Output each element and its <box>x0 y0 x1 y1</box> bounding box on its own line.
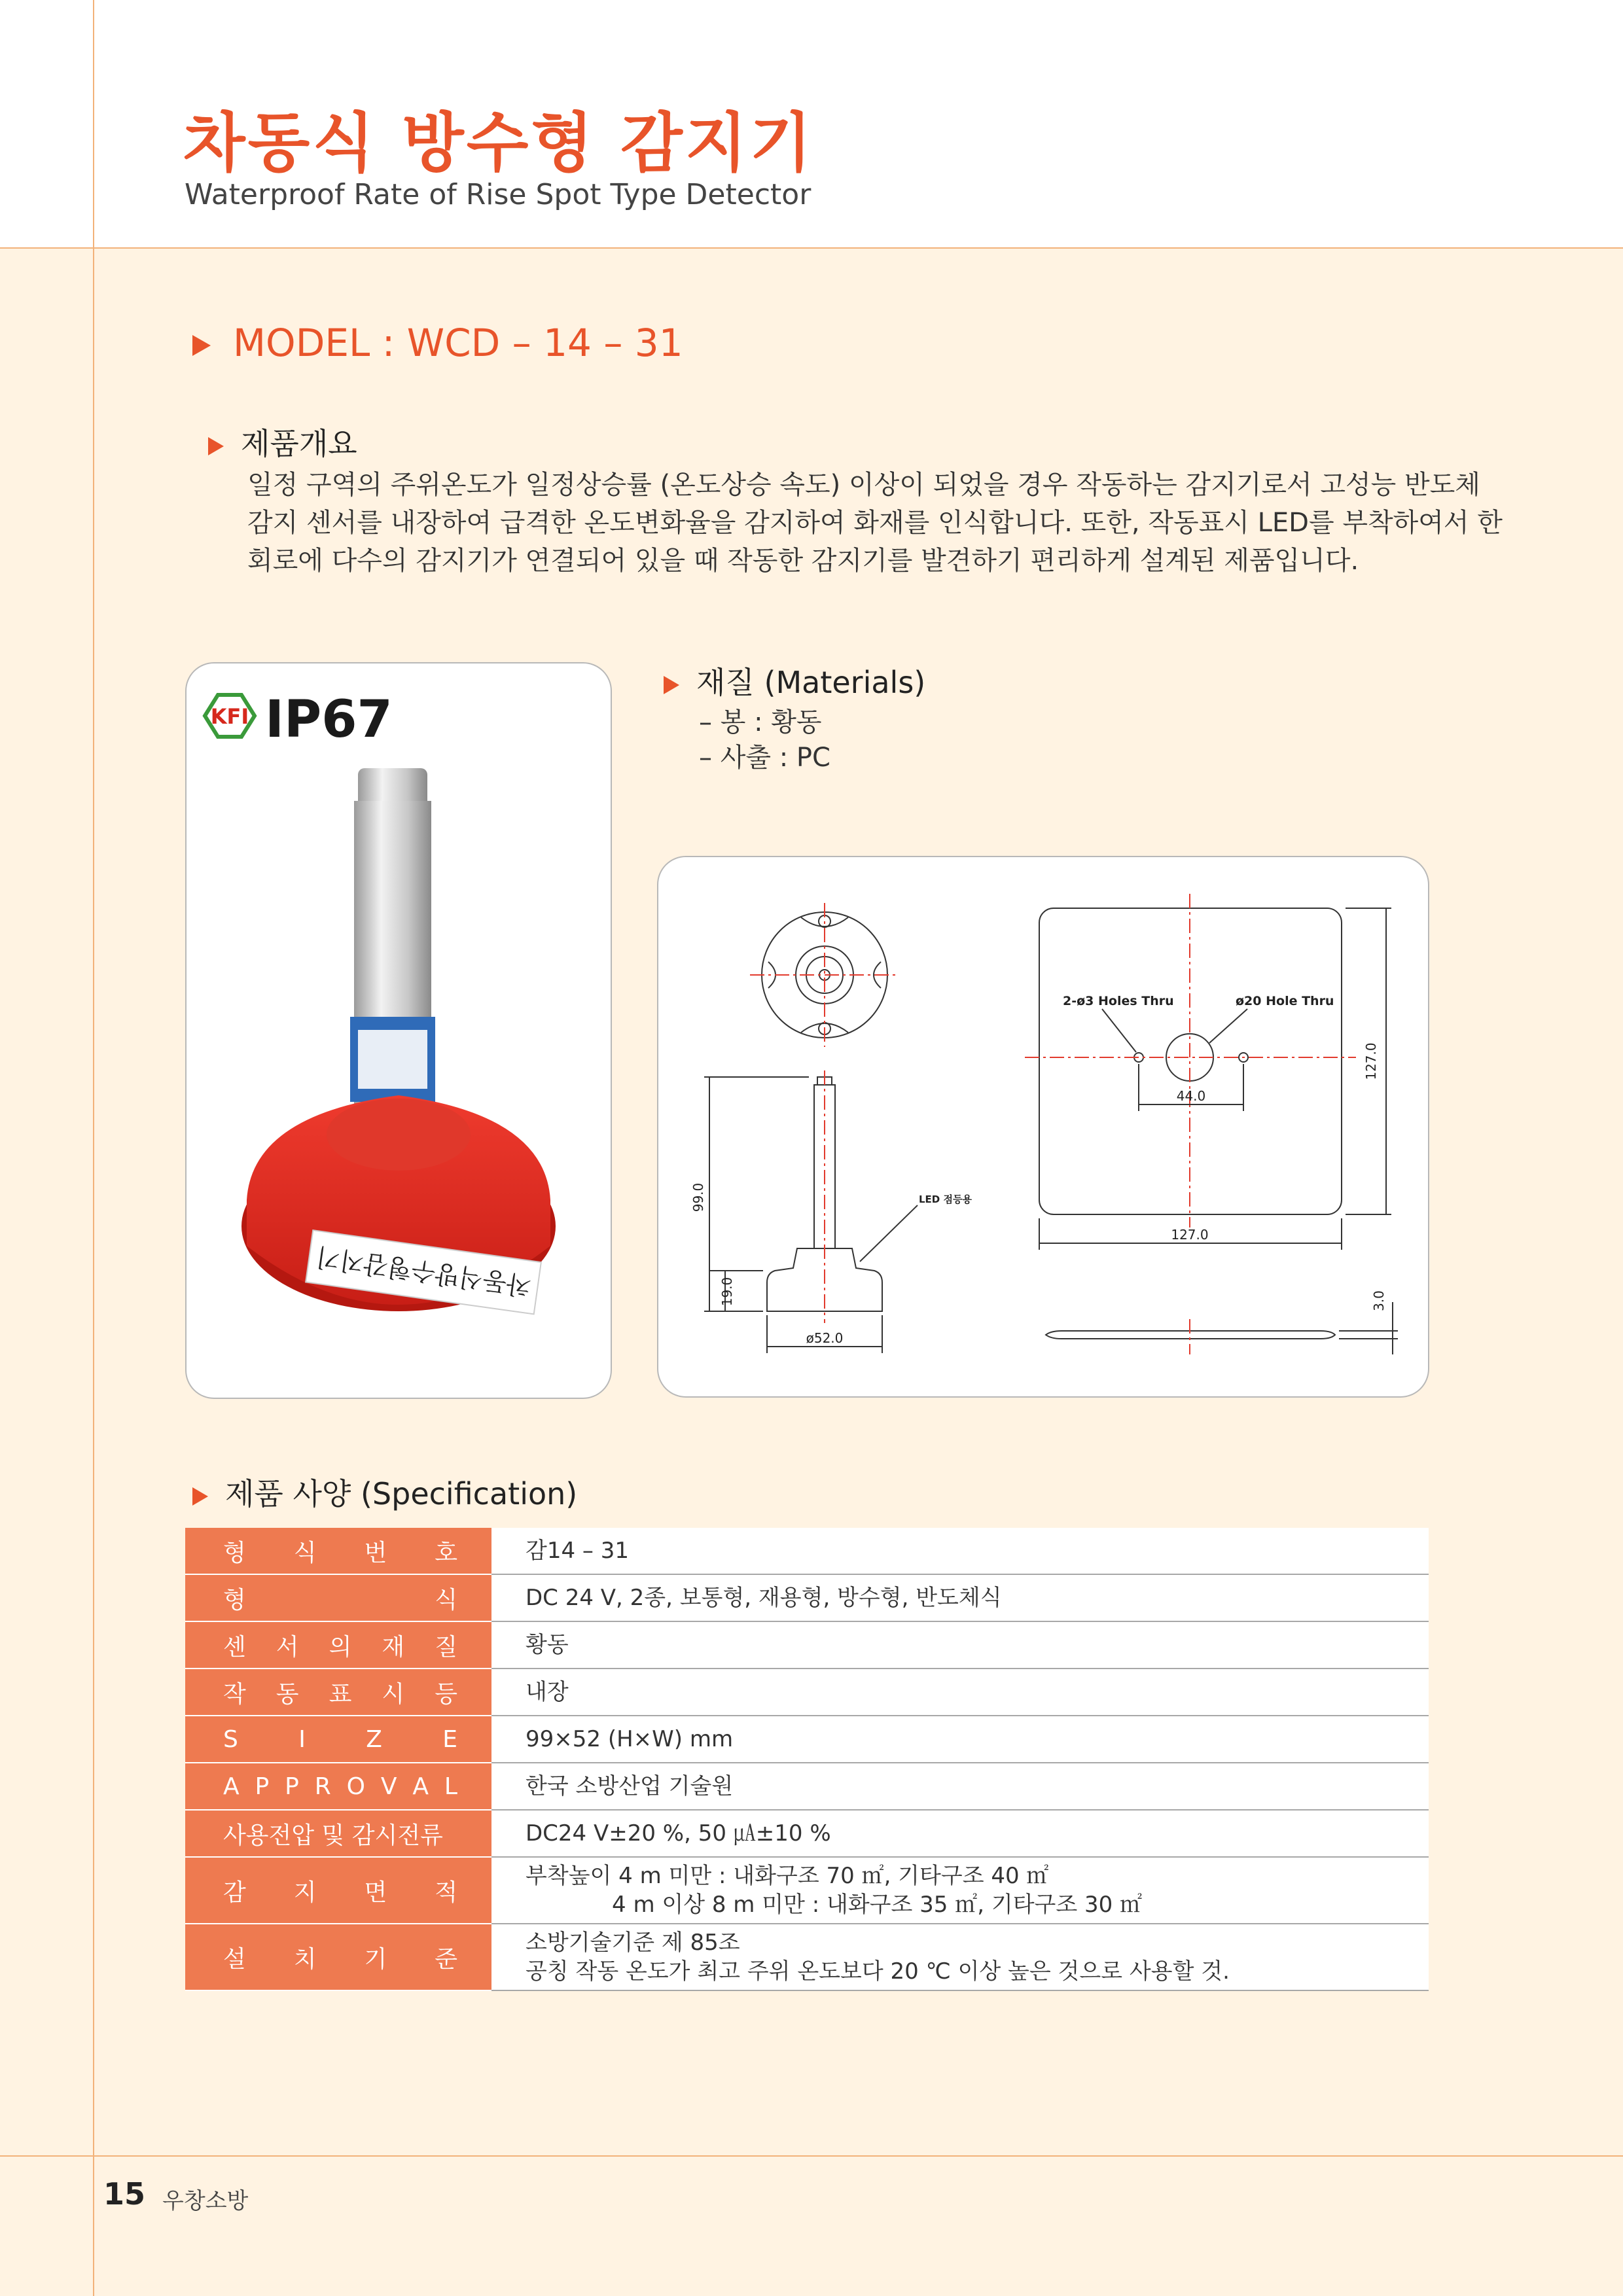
spec-label-char: O <box>346 1773 365 1800</box>
spec-label-char: 형 <box>223 1539 246 1566</box>
spec-label-char: 감 <box>223 1879 246 1906</box>
spec-row <box>185 1528 1429 1574</box>
spec-label-char: 동 <box>276 1680 299 1708</box>
spec-row <box>185 1763 1429 1810</box>
kfi-logo <box>205 695 255 737</box>
spec-label <box>185 1924 491 1990</box>
spec-value <box>491 1857 1429 1924</box>
spec-label-char: L <box>444 1773 457 1800</box>
product-photo <box>185 662 612 1399</box>
led-label: LED 점등용 <box>919 1193 972 1205</box>
spec-label-char: 사용전압 및 감시전류 <box>223 1822 443 1849</box>
rod-label-inner <box>358 1030 427 1089</box>
spec-table <box>185 1528 1429 1991</box>
materials-list <box>699 705 830 775</box>
spec-label-char: V <box>380 1773 397 1800</box>
footer-divider <box>0 2155 1623 2157</box>
spec-label-char: P <box>285 1773 299 1800</box>
spec-label-char: 재 <box>382 1633 405 1661</box>
spec-label-char: 번 <box>364 1539 387 1566</box>
spec-label-inner <box>185 1773 491 1800</box>
spec-table-body <box>185 1528 1429 1990</box>
spec-label <box>185 1528 491 1574</box>
spec-row <box>185 1810 1429 1857</box>
spec-label-char: A <box>223 1773 240 1800</box>
spec-label-char: A <box>412 1773 429 1800</box>
overview-line: 감지 센서를 내장하여 급격한 온도변화율을 감지하여 화재를 인식합니다. 또한, 작동표시 LED를 부착하여서 한 <box>247 508 1503 538</box>
dim-19: 19.0 <box>719 1277 735 1307</box>
spec-value <box>491 1621 1429 1669</box>
spec-label-inner <box>185 1874 491 1907</box>
spec-label-char: 질 <box>435 1633 457 1661</box>
holes-label: 2-ø3 Holes Thru <box>1063 994 1174 1008</box>
dim-3: 3.0 <box>1371 1290 1387 1311</box>
spec-label-char: 센 <box>223 1633 246 1661</box>
detector-base-top <box>327 1099 471 1171</box>
overview-title: 제품개요 <box>241 426 357 461</box>
spec-value <box>491 1716 1429 1763</box>
spec-label-char: 준 <box>435 1945 457 1973</box>
spec-value-line: 99×52 (H×W) mm <box>526 1726 734 1752</box>
spec-value-line: 부착높이 4 m 미만 : 내화구조 70 ㎡, 기타구조 40 ㎡ <box>526 1863 1049 1889</box>
ip-rating: IP67 <box>265 690 393 749</box>
spec-label-char: 의 <box>329 1633 352 1661</box>
technical-drawing <box>657 856 1429 1398</box>
spec-label-char: 식 <box>435 1586 457 1614</box>
dim-44: 44.0 <box>1176 1088 1206 1104</box>
overview-line: 일정 구역의 주위온도가 일정상승률 (온도상승 속도) 이상이 되었을 경우 작동하는 감지기로서 고성능 반도체 <box>247 470 1480 500</box>
spec-value-line: DC24 V±20 %, 50 ㎂±10 % <box>526 1820 831 1846</box>
spec-value-line: DC 24 V, 2종, 보통형, 재용형, 방수형, 반도체식 <box>526 1585 1002 1611</box>
spec-value <box>491 1528 1429 1574</box>
spec-label-char: 작 <box>223 1680 246 1708</box>
material-item: – 봉 : 황동 <box>699 707 822 737</box>
spec-label-char: 식 <box>293 1539 317 1566</box>
spec-label-char: E <box>442 1725 457 1753</box>
kfi-text: KFI <box>210 704 249 729</box>
bullet-arrow-icon <box>192 1487 208 1506</box>
spec-label-char: 면 <box>364 1879 387 1906</box>
spec-label-char: Z <box>366 1725 382 1753</box>
spec-label-char: 서 <box>276 1633 299 1661</box>
spec-label <box>185 1857 491 1924</box>
sticker-text: 차동식방수형감지기 <box>314 1242 533 1301</box>
spec-row <box>185 1857 1429 1924</box>
spec-label <box>185 1716 491 1763</box>
spec-row <box>185 1574 1429 1621</box>
spec-value <box>491 1763 1429 1810</box>
spec-value-line: 한국 소방산업 기술원 <box>526 1773 734 1799</box>
spec-label-inner <box>185 1817 491 1850</box>
material-item: – 사출 : PC <box>699 743 830 773</box>
hole20-label: ø20 Hole Thru <box>1236 994 1334 1008</box>
model-text: MODEL : WCD – 14 – 31 <box>233 321 683 365</box>
bullet-arrow-icon <box>208 437 224 455</box>
spec-title: 제품 사양 (Specification) <box>225 1476 578 1511</box>
materials-heading <box>664 659 925 702</box>
spec-row <box>185 1669 1429 1716</box>
margin-line <box>93 0 94 2296</box>
spec-row <box>185 1924 1429 1990</box>
spec-label-inner <box>185 1629 491 1662</box>
spec-label-inner <box>185 1726 491 1753</box>
spec-value-line: 4 m 이상 8 m 미만 : 내화구조 35 ㎡, 기타구조 30 ㎡ <box>612 1892 1143 1918</box>
spec-label-char: 호 <box>435 1539 457 1566</box>
spec-label-char: P <box>255 1773 270 1800</box>
drawing-svg <box>658 857 1428 1396</box>
spec-label-inner <box>185 1676 491 1709</box>
bullet-arrow-icon <box>664 676 679 694</box>
dim-52: ø52.0 <box>806 1330 844 1346</box>
spec-label-char: I <box>298 1725 306 1753</box>
spec-value-line: 공칭 작동 온도가 최고 주위 온도보다 20 ℃ 이상 높은 것으로 사용할 것. <box>526 1958 1230 1985</box>
spec-value-line: 감14 – 31 <box>526 1538 629 1564</box>
spec-label-inner <box>185 1534 491 1568</box>
spec-label-char: 지 <box>293 1879 317 1906</box>
materials-title: 재질 (Materials) <box>696 665 926 700</box>
model-heading <box>192 321 683 365</box>
spec-value-line: 황동 <box>526 1632 569 1658</box>
spec-heading <box>192 1470 577 1513</box>
overview-text <box>247 466 1503 580</box>
spec-label-char: R <box>314 1773 331 1800</box>
spec-label-inner <box>185 1581 491 1615</box>
company-name: 우창소방 <box>162 2188 249 2214</box>
spec-label-char: 치 <box>293 1945 317 1973</box>
page-number: 15 <box>103 2176 146 2212</box>
overview-heading <box>208 420 357 463</box>
detector-illustration <box>187 663 611 1398</box>
page-subtitle: Waterproof Rate of Rise Spot Type Detector <box>185 178 812 211</box>
spec-value-line: 소방기술기준 제 85조 <box>526 1930 740 1956</box>
spec-label-char: 기 <box>364 1945 387 1973</box>
spec-label <box>185 1763 491 1810</box>
spec-value <box>491 1669 1429 1716</box>
spec-value <box>491 1574 1429 1621</box>
spec-label-char: 설 <box>223 1945 246 1973</box>
spec-label <box>185 1810 491 1857</box>
dim-99: 99.0 <box>690 1182 706 1212</box>
spec-value <box>491 1924 1429 1990</box>
page-title: 차동식 방수형 감지기 <box>183 106 815 181</box>
spec-label-char: 시 <box>382 1680 405 1708</box>
overview-line: 회로에 다수의 감지기가 연결되어 있을 때 작동한 감지기를 발견하기 편리하게 설계된 제품입니다. <box>247 546 1359 576</box>
spec-label <box>185 1574 491 1621</box>
dim-127-vertical: 127.0 <box>1363 1042 1379 1080</box>
spec-label <box>185 1621 491 1669</box>
dim-127-horizontal: 127.0 <box>1171 1227 1209 1243</box>
spec-label-char: 적 <box>435 1879 457 1906</box>
header-divider <box>0 247 1623 249</box>
spec-value <box>491 1810 1429 1857</box>
spec-label-char: 등 <box>435 1680 457 1708</box>
spec-label-char: 표 <box>329 1680 352 1708</box>
bullet-arrow-icon <box>192 335 211 356</box>
spec-label-inner <box>185 1941 491 1974</box>
spec-label-char: S <box>223 1725 238 1753</box>
spec-label-char: 형 <box>223 1586 246 1614</box>
spec-row <box>185 1621 1429 1669</box>
spec-value-line: 내장 <box>526 1679 569 1705</box>
spec-label <box>185 1669 491 1716</box>
spec-row <box>185 1716 1429 1763</box>
